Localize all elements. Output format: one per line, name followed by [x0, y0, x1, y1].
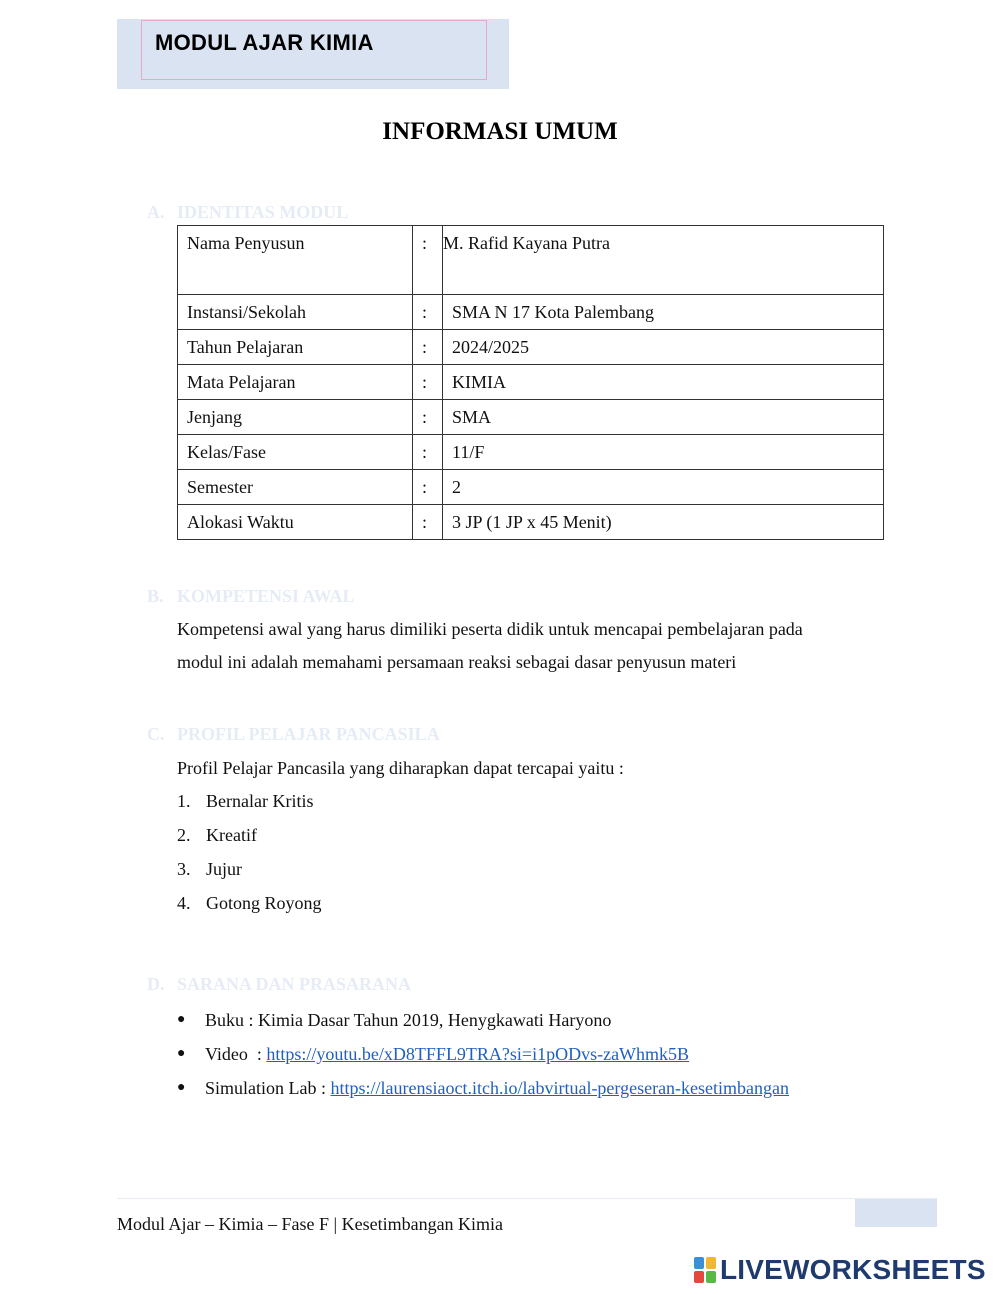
- row-label: Mata Pelajaran: [178, 365, 413, 400]
- row-separator: :: [413, 365, 443, 400]
- logo-square: [694, 1257, 704, 1269]
- logo-square: [706, 1257, 716, 1269]
- row-value: SMA N 17 Kota Palembang: [443, 295, 884, 330]
- video-label: Video :: [205, 1044, 267, 1064]
- row-value: KIMIA: [443, 365, 884, 400]
- section-letter: D.: [147, 974, 165, 994]
- sarana-list: [177, 1003, 789, 1105]
- row-separator: :: [413, 330, 443, 365]
- row-label: Semester: [178, 470, 413, 505]
- table-row: [178, 435, 884, 470]
- section-title: SARANA DAN PRASARANA: [177, 974, 412, 994]
- row-separator: :: [413, 505, 443, 540]
- section-heading-kompetensi: [147, 586, 355, 607]
- footer-divider: [117, 1198, 937, 1199]
- section-heading-identitas: [147, 202, 348, 223]
- simulation-label: Simulation Lab :: [205, 1078, 331, 1098]
- section-heading-profil: [147, 724, 440, 745]
- list-item: [177, 852, 322, 886]
- kompetensi-line-2: modul ini adalah memahami persamaan reaksi sebagai dasar penyusun materi: [177, 652, 737, 672]
- table-row: [178, 400, 884, 435]
- row-label: Jenjang: [178, 400, 413, 435]
- row-separator: :: [413, 400, 443, 435]
- identity-table: [177, 225, 884, 540]
- profil-list: [177, 784, 322, 920]
- row-value: M. Rafid Kayana Putra: [443, 226, 884, 295]
- table-row: [178, 330, 884, 365]
- logo-square: [706, 1271, 716, 1283]
- list-text: Kreatif: [206, 825, 257, 845]
- table-row: [178, 295, 884, 330]
- row-label: Tahun Pelajaran: [178, 330, 413, 365]
- list-number: 4.: [177, 893, 191, 913]
- table-row: [178, 226, 884, 295]
- row-label: Alokasi Waktu: [178, 505, 413, 540]
- list-item: [177, 886, 322, 920]
- row-value: 2024/2025: [443, 330, 884, 365]
- footer-text: Modul Ajar – Kimia – Fase F | Kesetimbangan Kimia: [117, 1214, 504, 1234]
- list-item: [177, 1071, 789, 1105]
- section-title: KOMPETENSI AWAL: [177, 586, 355, 606]
- row-value: 11/F: [443, 435, 884, 470]
- section-letter: C.: [147, 724, 165, 744]
- section-heading-sarana: [147, 974, 411, 995]
- watermark-text: LIVEWORKSHEETS: [720, 1254, 986, 1285]
- simulation-link[interactable]: https://laurensiaoct.itch.io/labvirtual-pergeseran-kesetimbangan: [330, 1078, 790, 1098]
- row-separator: :: [413, 226, 443, 295]
- profil-intro: Profil Pelajar Pancasila yang diharapkan dapat tercapai yaitu :: [177, 758, 624, 778]
- table-row: [178, 365, 884, 400]
- list-item: [177, 1003, 789, 1037]
- logo-square: [694, 1271, 704, 1283]
- header-title: MODUL AJAR KIMIA: [155, 30, 374, 55]
- table-row: [178, 470, 884, 505]
- table-row: [178, 505, 884, 540]
- row-label: Instansi/Sekolah: [178, 295, 413, 330]
- row-separator: :: [413, 470, 443, 505]
- row-separator: :: [413, 295, 443, 330]
- row-value: SMA: [443, 400, 884, 435]
- bullet-icon: ●: [177, 1080, 186, 1095]
- liveworksheets-logo-icon: [694, 1257, 716, 1283]
- bullet-icon: ●: [177, 1012, 186, 1027]
- section-title: PROFIL PELAJAR PANCASILA: [177, 724, 440, 744]
- list-item: [177, 818, 322, 852]
- list-item: [177, 1037, 789, 1071]
- kompetensi-paragraph: [177, 613, 803, 679]
- row-value: 2: [443, 470, 884, 505]
- page-title: INFORMASI UMUM: [382, 118, 618, 145]
- list-item: [177, 784, 322, 818]
- list-text: Jujur: [206, 859, 242, 879]
- row-label: Nama Penyusun: [178, 226, 413, 295]
- bullet-icon: ●: [177, 1046, 186, 1061]
- section-letter: A.: [147, 202, 165, 222]
- footer-page-box: [855, 1199, 937, 1227]
- video-link[interactable]: https://youtu.be/xD8TFFL9TRA?si=i1pODvs-zaWhmk5B: [266, 1044, 690, 1064]
- kompetensi-line-1: Kompetensi awal yang harus dimiliki peserta didik untuk mencapai pembelajaran pada: [177, 619, 803, 639]
- list-number: 1.: [177, 791, 191, 811]
- list-number: 2.: [177, 825, 191, 845]
- section-letter: B.: [147, 586, 164, 606]
- section-title: IDENTITAS MODUL: [177, 202, 349, 222]
- liveworksheets-watermark: [694, 1254, 986, 1286]
- list-text: Gotong Royong: [206, 893, 322, 913]
- list-number: 3.: [177, 859, 191, 879]
- list-text-buku: Buku : Kimia Dasar Tahun 2019, Henygkawati Haryono: [205, 1010, 612, 1030]
- row-separator: :: [413, 435, 443, 470]
- row-label: Kelas/Fase: [178, 435, 413, 470]
- row-value: 3 JP (1 JP x 45 Menit): [443, 505, 884, 540]
- list-text: Bernalar Kritis: [206, 791, 314, 811]
